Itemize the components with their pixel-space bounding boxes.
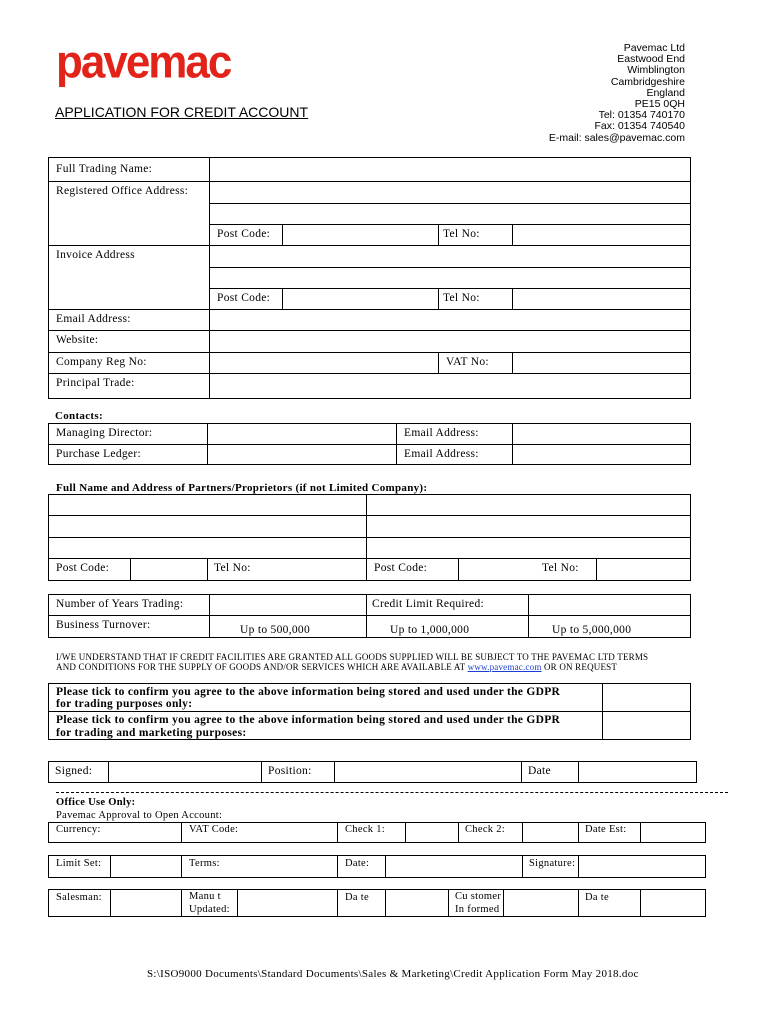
partner1-address-input[interactable] xyxy=(49,495,365,557)
signed-label: Signed: xyxy=(55,765,93,777)
partners-heading: Full Name and Address of Partners/Proprietors (if not Limited Company): xyxy=(56,482,428,494)
partner1-post-code-input[interactable] xyxy=(131,559,206,580)
credit-limit-input[interactable] xyxy=(529,595,690,614)
company-reg-input[interactable] xyxy=(210,353,437,372)
office-use-heading: Office Use Only: xyxy=(56,797,136,808)
address-line: Eastwood End xyxy=(617,53,685,66)
gdpr-q1-line1: Please tick to confirm you agree to the above information being stored and used under the GDPR xyxy=(56,686,561,698)
vat-no-input[interactable] xyxy=(513,353,690,372)
invoice-post-code-input[interactable] xyxy=(283,289,437,308)
office-divider xyxy=(56,792,728,793)
gdpr-marketing-checkbox[interactable] xyxy=(603,712,690,739)
contacts-heading: Contacts: xyxy=(55,410,103,422)
address-line: PE15 0QH xyxy=(634,98,685,111)
gdpr-trading-checkbox[interactable] xyxy=(603,684,690,710)
turnover-option-500k[interactable]: Up to 500,000 xyxy=(240,624,311,636)
credit-limit-label: Credit Limit Required: xyxy=(372,598,484,610)
years-trading-input[interactable] xyxy=(210,595,365,614)
gdpr-q2-line2: for trading and marketing purposes: xyxy=(56,727,247,739)
contact-email-label: Email Address: xyxy=(404,427,479,439)
terms-label: Terms: xyxy=(189,858,220,869)
position-input[interactable] xyxy=(335,762,520,782)
currency-label: Currency: xyxy=(56,824,101,835)
partner1-tel-no-label: Tel No: xyxy=(214,562,251,574)
trading-name-label: Full Trading Name: xyxy=(56,163,153,175)
terms-text-end: OR ON REQUEST xyxy=(543,662,618,672)
turnover-option-1m[interactable]: Up to 1,000,000 xyxy=(390,624,470,636)
terms-text: AND CONDITIONS FOR THE SUPPLY OF GOODS AND/OR SERVICES WHICH ARE AVAILABLE AT xyxy=(56,662,466,672)
post-code-label: Post Code: xyxy=(217,292,271,304)
principal-trade-label: Principal Trade: xyxy=(56,377,135,389)
gdpr-q1-line2: for trading purposes only: xyxy=(56,698,193,710)
business-turnover-label: Business Turnover: xyxy=(56,619,151,631)
limit-set-label: Limit Set: xyxy=(56,858,102,869)
address-line: Wimblington xyxy=(627,64,685,77)
office-date2-label: Da te xyxy=(345,892,369,903)
address-line: Fax: 01354 740540 xyxy=(594,120,685,133)
company-address xyxy=(549,43,685,144)
website-input[interactable] xyxy=(210,331,690,351)
address-line: England xyxy=(646,86,685,99)
address-line: Cambridgeshire xyxy=(610,75,685,88)
manual-label-2: Updated: xyxy=(189,904,230,915)
trading-name-input[interactable] xyxy=(210,158,690,180)
managing-director-label: Managing Director: xyxy=(56,427,153,439)
years-trading-label: Number of Years Trading: xyxy=(56,598,184,610)
company-reg-label: Company Reg No: xyxy=(56,356,147,368)
partner1-post-code-label: Post Code: xyxy=(56,562,110,574)
partner2-tel-no-label: Tel No: xyxy=(542,562,579,574)
office-row-2 xyxy=(48,855,706,878)
position-label: Position: xyxy=(268,765,312,777)
terms-line-1: I/WE UNDERSTAND THAT IF CREDIT FACILITIES ARE GRANTED ALL GOODS SUPPLIED WILL BE SUBJECT TO THE PAVEMAC LTD TERMS xyxy=(56,652,649,662)
vat-no-label: VAT No: xyxy=(446,356,489,368)
footer-path: S:\ISO9000 Documents\Standard Documents\Sales & Marketing\Credit Application Form May 2018.doc xyxy=(147,968,639,980)
pl-email-input[interactable] xyxy=(513,445,690,464)
check2-label: Check 2: xyxy=(465,824,506,835)
invoice-address-label: Invoice Address xyxy=(56,249,135,261)
registered-office-label: Registered Office Address: xyxy=(56,185,189,197)
registered-office-input[interactable] xyxy=(210,182,690,224)
salesman-label: Salesman: xyxy=(56,892,102,903)
office-date3-label: Da te xyxy=(585,892,609,903)
signed-input[interactable] xyxy=(109,762,260,782)
address-line: E-mail: sales@pavemac.com xyxy=(548,131,685,144)
address-line: Tel: 01354 740170 xyxy=(598,109,685,122)
post-code-input[interactable] xyxy=(283,225,437,244)
partner2-tel-no-input[interactable] xyxy=(597,559,690,580)
terms-line-2 xyxy=(56,662,617,672)
date-label: Date xyxy=(528,765,551,777)
tel-no-label: Tel No: xyxy=(443,228,480,240)
partner2-post-code-input[interactable] xyxy=(459,559,529,580)
md-email-input[interactable] xyxy=(513,424,690,443)
post-code-label: Post Code: xyxy=(217,228,271,240)
signature-label: Signature: xyxy=(529,858,576,869)
customer-label-1: Cu stomer xyxy=(455,891,502,902)
email-input[interactable] xyxy=(210,310,690,329)
purchase-ledger-input[interactable] xyxy=(208,445,395,464)
terms-link[interactable]: www.pavemac.com xyxy=(467,662,542,672)
managing-director-input[interactable] xyxy=(208,424,395,443)
partner2-address-input[interactable] xyxy=(367,495,690,557)
address-line: Pavemac Ltd xyxy=(623,42,685,54)
page-title: APPLICATION FOR CREDIT ACCOUNT xyxy=(55,104,309,120)
gdpr-q2-line1: Please tick to confirm you agree to the above information being stored and used under the GDPR xyxy=(56,714,561,726)
tel-no-label: Tel No: xyxy=(443,292,480,304)
contact-email-label: Email Address: xyxy=(404,448,479,460)
partner2-post-code-label: Post Code: xyxy=(374,562,428,574)
date-input[interactable] xyxy=(579,762,696,782)
approval-label: Pavemac Approval to Open Account: xyxy=(56,810,223,821)
invoice-tel-no-input[interactable] xyxy=(513,289,690,308)
manual-label-1: Manu t xyxy=(189,891,221,902)
vat-code-label: VAT Code: xyxy=(189,824,239,835)
partner1-tel-no-input[interactable] xyxy=(262,559,365,580)
turnover-option-5m[interactable]: Up to 5,000,000 xyxy=(552,624,632,636)
date-est-label: Date Est: xyxy=(585,824,627,835)
email-address-label: Email Address: xyxy=(56,313,131,325)
principal-trade-input[interactable] xyxy=(210,374,690,398)
pavemac-logo: pavemac xyxy=(56,36,231,89)
check1-label: Check 1: xyxy=(345,824,386,835)
website-label: Website: xyxy=(56,334,99,346)
purchase-ledger-label: Purchase Ledger: xyxy=(56,448,141,460)
customer-label-2: In formed xyxy=(455,904,500,915)
tel-no-input[interactable] xyxy=(513,225,690,244)
office-date-label: Date: xyxy=(345,858,370,869)
invoice-address-input[interactable] xyxy=(210,246,690,288)
